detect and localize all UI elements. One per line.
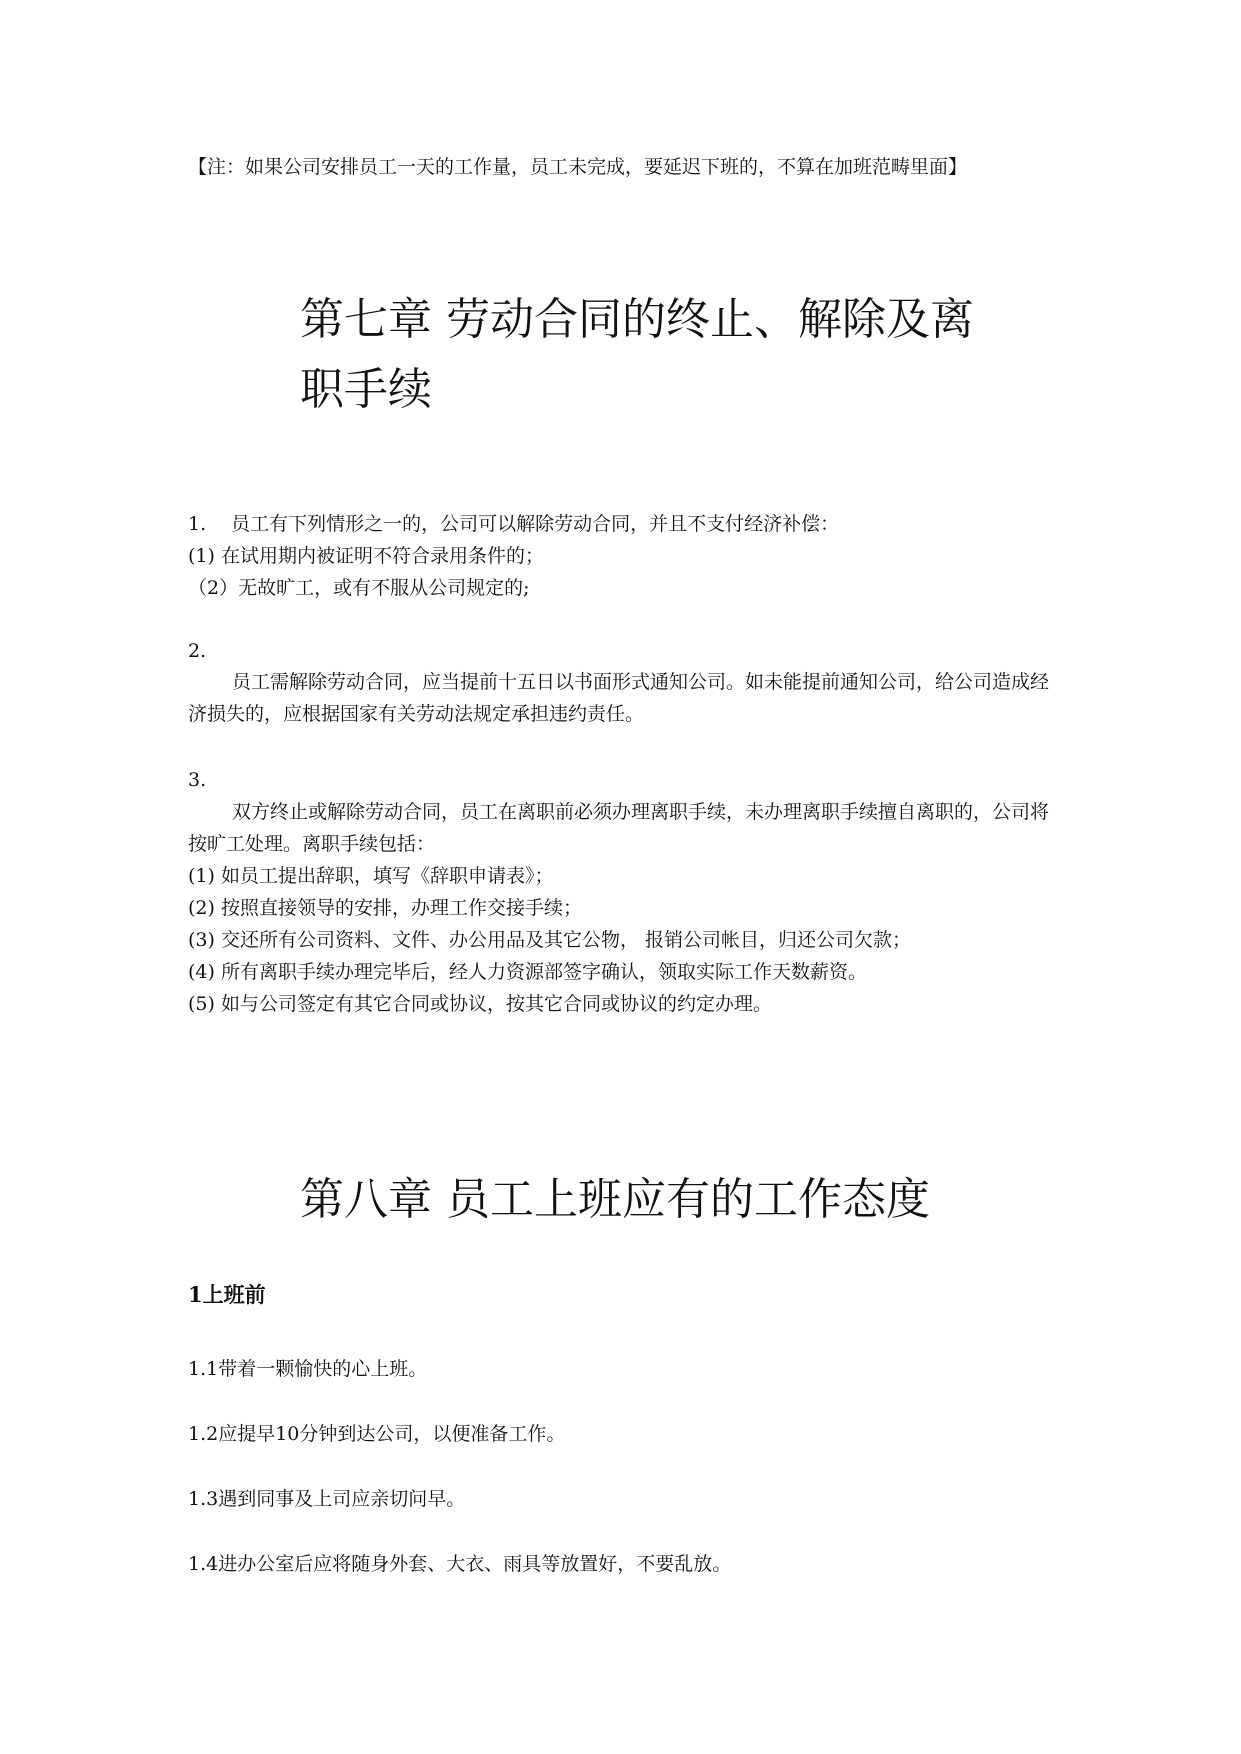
- before-work-item-4: 1.4进办公室后应将随身外套、大衣、雨具等放置好，不要乱放。: [188, 1553, 732, 1575]
- chapter-7-title-line-2: 职手续: [300, 364, 432, 415]
- before-work-item-3: 1.3遇到同事及上司应亲切问早。: [188, 1488, 466, 1510]
- item-3-paragraph: 双方终止或解除劳动合同，员工在离职前必须办理离职手续，未办理离职手续擅自离职的，公司将按旷工处理。离职手续包括：: [188, 801, 1050, 855]
- item-1-sub-1: (1) 在试用期内被证明不符合录用条件的；: [188, 545, 544, 567]
- item-3-sub-5: (5) 如与公司签定有其它合同或协议，按其它合同或协议的约定办理。: [188, 993, 772, 1015]
- item-3-sub-2: (2) 按照直接领导的安排，办理工作交接手续；: [188, 897, 582, 919]
- item-3-sub-4: (4) 所有离职手续办理完毕后，经人力资源部签字确认，领取实际工作天数薪资。: [188, 961, 867, 983]
- item-3-sub-3: (3) 交还所有公司资料、文件、办公用品及其它公物， 报销公司帐目，归还公司欠款；: [188, 929, 911, 951]
- section-before-work-heading: 1上班前: [188, 1282, 266, 1307]
- chapter-8-title: 第八章 员工上班应有的工作态度: [300, 1174, 930, 1225]
- before-work-item-1: 1.1带着一颗愉快的心上班。: [188, 1358, 428, 1380]
- overtime-note: 【注：如果公司安排员工一天的工作量，员工未完成，要延迟下班的，不算在加班范畴里面】: [188, 156, 968, 178]
- item-3-sub-1: (1) 如员工提出辞职，填写《辞职申请表》；: [188, 865, 554, 887]
- item-2-paragraph: 员工需解除劳动合同，应当提前十五日以书面形式通知公司。如未能提前通知公司，给公司造成经济损失的，应根据国家有关劳动法规定承担违约责任。: [188, 671, 1050, 725]
- item-1-sub-2: （2）无故旷工，或有不服从公司规定的;: [188, 577, 530, 599]
- before-work-item-2: 1.2应提早10分钟到达公司，以便准备工作。: [188, 1423, 566, 1445]
- chapter-7-title-line-1: 第七章 劳动合同的终止、解除及离: [300, 294, 974, 345]
- item-1-heading: 1. 员工有下列情形之一的，公司可以解除劳动合同，并且不支付经济补偿：: [188, 513, 840, 535]
- item-2-number: 2.: [188, 640, 207, 662]
- item-3-number: 3.: [188, 769, 207, 791]
